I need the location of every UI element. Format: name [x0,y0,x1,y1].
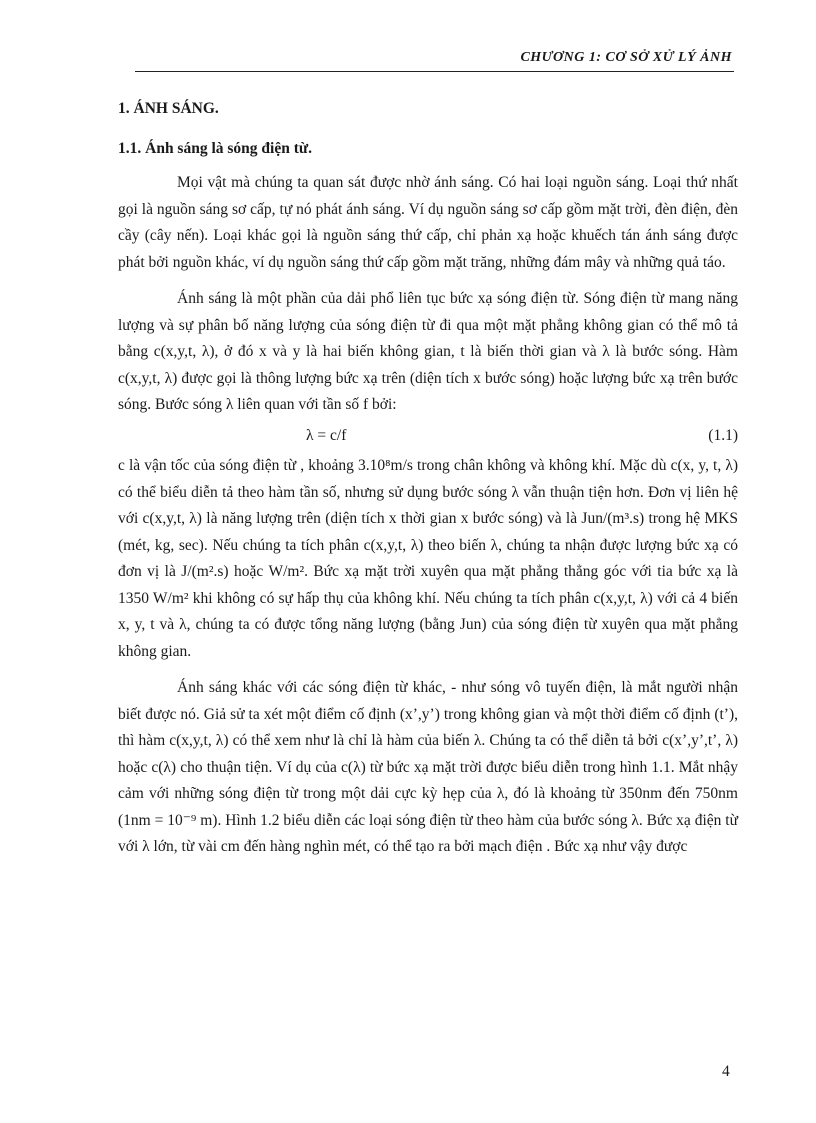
header-rule [135,71,734,72]
paragraph-light-sources: Mọi vật mà chúng ta quan sát được nhờ ánh sáng. Có hai loại nguồn sáng. Loại thứ nhất gọi là nguồn sáng sơ cấp, tự nó phát ánh sáng. Ví dụ nguồn sáng sơ cấp gồm mặt trời, đèn điện, đèn cầy (cây nến). Loại khác gọi là nguồn sáng thứ cấp, chỉ phản xạ hoặc khuếch tán ánh sáng được phát bởi nguồn khác, ví dụ nguồn sáng thứ cấp gồm mặt trăng, những đám mây và những quả táo. [118,174,738,271]
paragraph-radiant-energy: c là vận tốc của sóng điện từ , khoảng 3.10⁸m/s trong chân không và không khí. Mặc dù c(x, y, t, λ) có thể biểu diễn tả theo hàm tần số, nhưng sử dụng bước sóng λ vẫn thuận tiện hơn. Đơn vị liên hệ với c(x,y,t, λ) là năng lượng trên (diện tích x thời gian x bước sóng) và là Jun/(m³.s) trong hệ MKS (mét, kg, sec). Nếu chúng ta tích phân c(x,y,t, λ) theo biến λ, chúng ta nhận được lượng bức xạ có đơn vị là J/(m².s) hoặc W/m². Bức xạ mặt trời xuyên qua mặt phẳng thẳng góc với tia bức xạ là 1350 W/m² khi không có sự hấp thụ của không khí. Nếu chúng ta tích phân c(x,y,t, λ) với cả 4 biến x, y, t và λ, chúng ta có được tổng năng lượng (bằng Jun) của sóng điện từ xuyên qua mặt phẳng không gian. [118,457,738,660]
section-heading: 1. ÁNH SÁNG. [118,100,219,117]
paragraph-electromagnetic-spectrum: Ánh sáng là một phần của dải phổ liên tục bức xạ sóng điện từ. Sóng điện từ mang năng lượng và sự phân bố năng lượng của sóng điện từ đi qua một mặt phẳng không gian có thể mô tả bằng c(x,y,t, λ), ở đó x và y là hai biến không gian, t là biến thời gian và λ là bước sóng. Hàm c(x,y,t, λ) được gọi là thông lượng bức xạ trên (diện tích x bước sóng) hoặc lượng bức xạ trên bước sóng. Bước sóng λ liên quan với tần số f bởi: [118,290,738,413]
formula-number: (1.1) [708,426,738,444]
page-number: 4 [722,1063,730,1080]
subsection-heading: 1.1. Ánh sáng là sóng điện từ. [118,139,313,157]
formula-expression: λ = c/f [306,426,347,444]
chapter-header: CHƯƠNG 1: CƠ SỞ XỬ LÝ ẢNH [520,50,732,65]
page-content [118,96,738,871]
formula-1-1 [118,423,738,450]
paragraph-visible-light: Ánh sáng khác với các sóng điện từ khác, - như sóng vô tuyến điện, là mắt người nhận biết được nó. Giả sử ta xét một điểm cố định (x’,y’) trong không gian và một thời điểm cố định (t’), thì hàm c(x,y,t, λ) có thể xem như là chỉ là hàm của biến λ. Chúng ta có thể diễn tả bởi c(x’,y’,t’, λ) hoặc c(λ) cho thuận tiện. Ví dụ của c(λ) từ bức xạ mặt trời được biểu diễn trong hình 1.1. Mắt nhậy cảm với những sóng điện từ trong một dải cực kỳ hẹp của λ, đó là khoảng từ 350nm đến 750nm (1nm = 10⁻⁹ m). Hình 1.2 biểu diễn các loại sóng điện từ theo hàm của bước sóng λ. Bức xạ điện từ với λ lớn, từ vài cm đến hàng nghìn mét, có thể tạo ra bởi mạch điện . Bức xạ như vậy được [118,679,738,855]
